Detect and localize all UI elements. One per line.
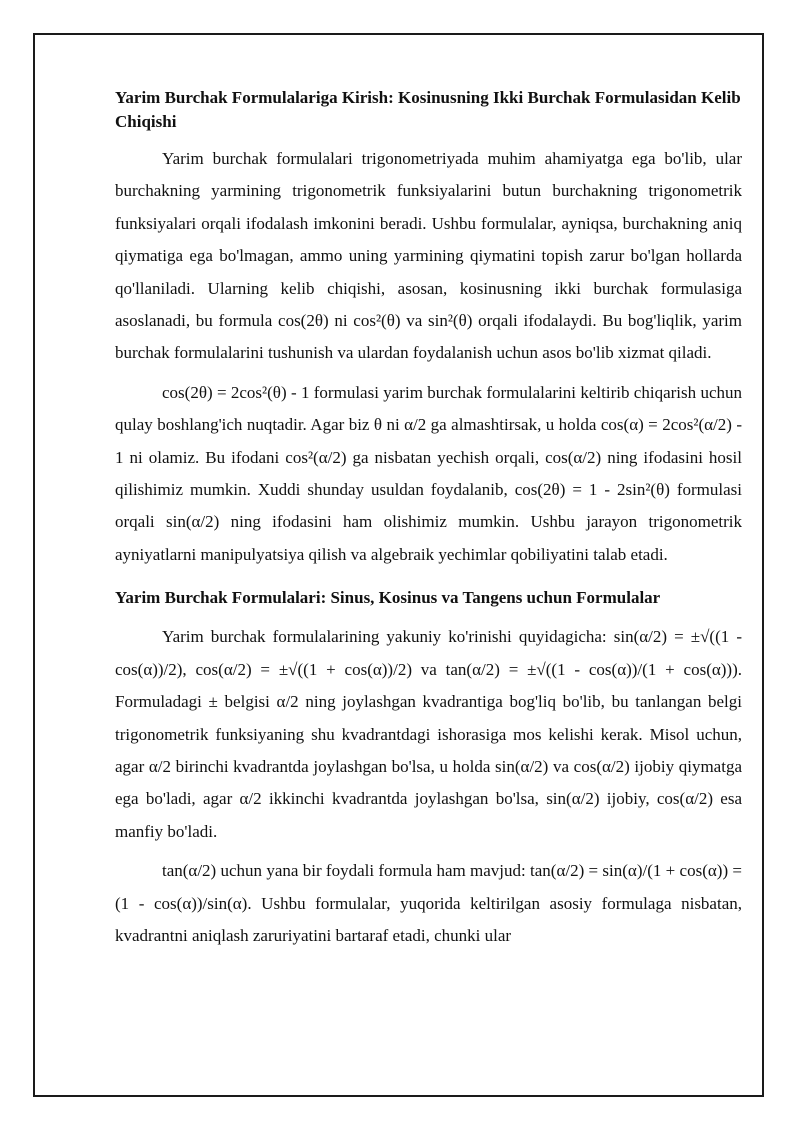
document-body	[115, 86, 742, 952]
paragraph-formulas: Yarim burchak formulalarining yakuniy ko'rinishi quyidagicha: sin(α/2) = ±√((1 - cos(α))/2), cos(α/2) = ±√((1 + cos(α))/2) va tan(α/2) = ±√((1 - cos(α))/(1 + cos(α))). Formuladagi ± belgisi α/2 ning joylashgan kvadrantiga bog'liq bo'lib, bu tanlangan belgi trigonometrik funksiyaning shu kvadrantdagi ishorasiga mos kelishi kerak. Misol uchun, agar α/2 birinchi kvadrantda joylashgan bo'lsa, u holda sin(α/2) va cos(α/2) ijobiy qiymatga ega bo'ladi, agar α/2 ikkinchi kvadrantda joylashgan bo'lsa, sin(α/2) ijobiy, cos(α/2) esa manfiy bo'ladi.	[115, 627, 742, 841]
section-heading-intro: Yarim Burchak Formulalariga Kirish: Kosinusning Ikki Burchak Formulasidan Kelib Chiqishi	[115, 88, 741, 131]
section-heading-formulas: Yarim Burchak Formulalari: Sinus, Kosinus va Tangens uchun Formulalar	[115, 588, 661, 608]
paragraph-intro: Yarim burchak formulalari trigonometriyada muhim ahamiyatga ega bo'lib, ular burchakning yarmining trigonometrik funksiyalarini butun burchakning trigonometrik funksiyalari orqali ifodalash imkonini beradi. Ushbu formulalar, ayniqsa, burchakning aniq qiymatiga ega bo'lmagan, ammo uning yarmining qiymatini topish zarur bo'lgan hollarda qo'llaniladi. Ularning kelib chiqishi, asosan, kosinusning ikki burchak formulasiga asoslanadi, bu formula cos(2θ) ni cos²(θ) va sin²(θ) orqali ifodalaydi. Bu bog'liqlik, yarim burchak formulalarini tushunish va ulardan foydalanish uchun asos bo'lib xizmat qiladi.	[115, 149, 742, 363]
paragraph-derivation: cos(2θ) = 2cos²(θ) - 1 formulasi yarim burchak formulalarini keltirib chiqarish uchun qulay boshlang'ich nuqtadir. Agar biz θ ni α/2 ga almashtirsak, u holda cos(α) = 2cos²(α/2) - 1 ni olamiz. Bu ifodani cos²(α/2) ga nisbatan yechish orqali, cos(α/2) ning ifodasini hosil qilishimiz mumkin. Xuddi shunday usuldan foydalanib, cos(2θ) = 1 - 2sin²(θ) formulasi orqali sin(α/2) ning ifodasini ham olishimiz mumkin. Ushbu jarayon trigonometrik ayniyatlarni manipulyatsiya qilish va algebraik yechimlar qobiliyatini talab etadi.	[115, 382, 742, 564]
paragraph-tangent: tan(α/2) uchun yana bir foydali formula ham mavjud: tan(α/2) = sin(α)/(1 + cos(α)) = (1 - cos(α))/sin(α). Ushbu formulalar, yuqorida keltirilgan asosiy formulaga nisbatan, kvadrantni aniqlash zaruriyatini bartaraf etadi, chunki ular	[115, 861, 742, 945]
